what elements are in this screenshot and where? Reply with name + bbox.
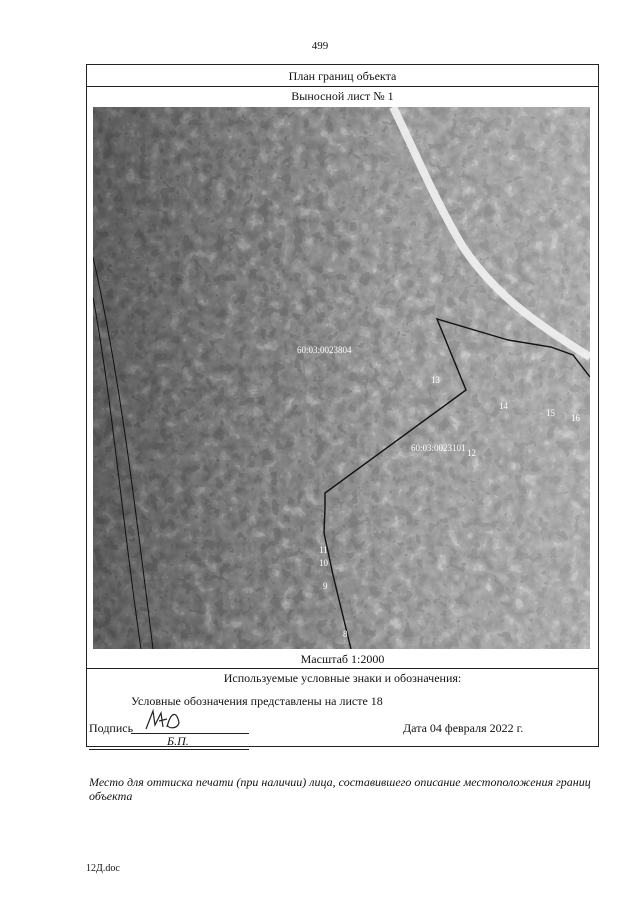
point-label: 16 [571,413,580,423]
stamp-placeholder-note: Место для оттиска печати (при наличии) лица, составившего описание местоположения границ объекта [89,775,591,803]
point-label: 12 [467,448,476,458]
aerial-map [93,107,590,649]
plan-title: План границ объекта [87,65,598,87]
map-svg [93,107,590,649]
parcel-label: 60:03:0023804 [297,345,352,355]
point-label: 11 [319,545,328,555]
point-label: 9 [323,581,328,591]
point-label: 10 [319,558,328,568]
point-label: 8 [343,629,348,639]
initials-line [89,749,249,750]
boundary-plan-frame [86,64,599,803]
file-name: 12Д.doc [86,863,120,874]
sheet-subtitle: Выносной лист № 1 [291,89,394,103]
point-label: 15 [546,408,555,418]
legend-heading: Используемые условные знаки и обозначения: [223,671,462,685]
legend-text: Условные обозначения представлены на листе 18 [131,694,383,708]
imagery-shading [93,107,590,649]
page-number: 499 [311,40,329,52]
handwritten-signature [143,705,183,735]
point-label: 13 [431,375,440,385]
signer-initials: Б.П. [167,734,189,748]
point-label: 14 [499,401,508,411]
map-scale: Масштаб 1:2000 [87,649,598,669]
parcel-label: 60:03:0023101 [411,443,466,453]
date-text: Дата 04 февраля 2022 г. [403,721,524,735]
signature-label: Подпись [89,721,134,735]
